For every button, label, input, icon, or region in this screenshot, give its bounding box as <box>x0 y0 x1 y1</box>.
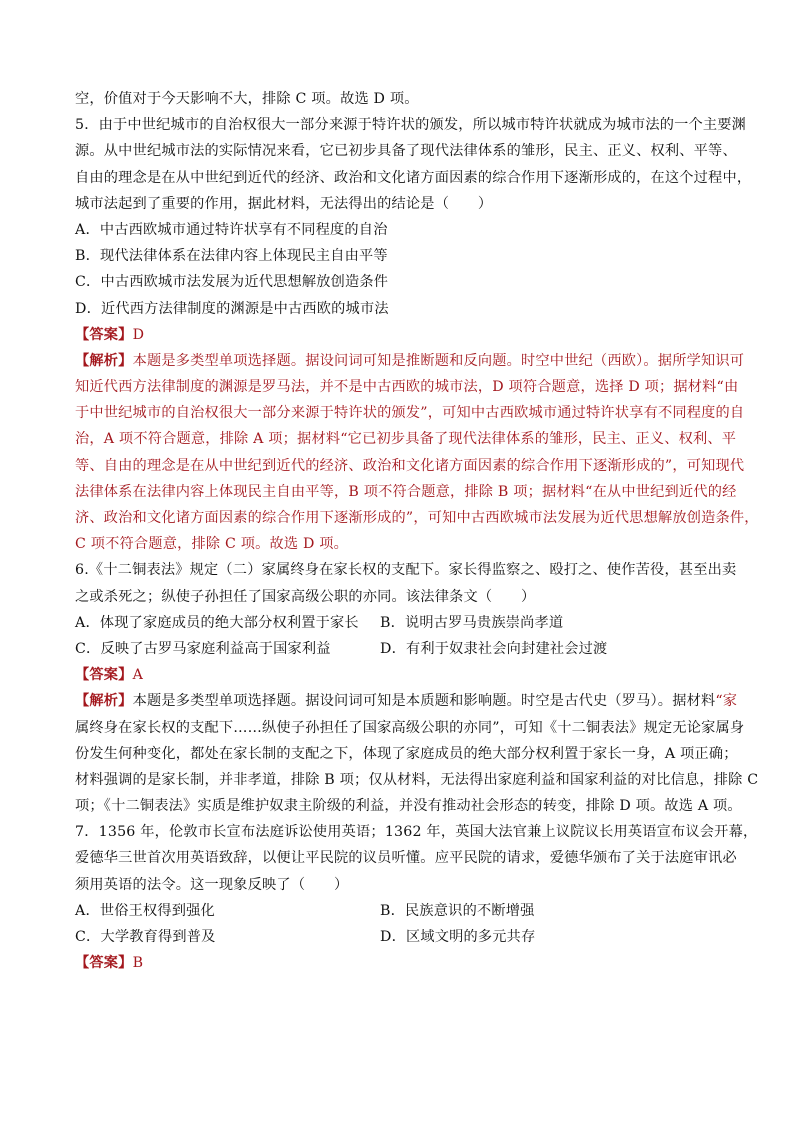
question-6 <box>75 557 759 819</box>
question-7-option-c: C．大学教育得到普及 <box>75 929 216 945</box>
question-5-analysis-line: 法律体系在法律内容上体现民主自由平等，B 项不符合题意，排除 B 项；据材料“在从中世纪到近代的经 <box>75 483 737 500</box>
analysis-quote-start: “家 <box>715 693 738 710</box>
question-6-option-d: D．有利于奴隶社会向封建社会过渡 <box>380 640 608 657</box>
question-6-options-row <box>75 636 727 662</box>
question-7-option-a: A．世俗王权得到强化 <box>75 902 215 919</box>
question-7-stem-line: 7．1356 年，伦敦市长宣布法庭诉讼使用英语；1362 年，英国大法官兼上议院议长用英语宣布议会开幕， <box>75 824 758 841</box>
question-6-options-row <box>75 610 727 636</box>
question-5-analysis-line: 知近代西方法律制度的渊源是罗马法，并不是中古西欧的城市法，D 项符合题意，选择 D 项；据材料“由 <box>75 379 739 396</box>
question-6-analysis-line: 份发生何种变化，都处在家长制的支配之下，体现了家庭成员的绝大部分权利置于家长一身，A 项正确； <box>75 745 738 762</box>
question-5-analysis-line <box>75 348 745 374</box>
question-5-stem-line: 源。从中世纪城市法的实际情况来看，它已初步具备了现代法律体系的雏形，民主、正义、权利、平等、 <box>75 143 737 160</box>
answer-value: D <box>132 326 145 343</box>
question-5-analysis-line: 治，A 项不符合题意，排除 A 项；据材料“它已初步具备了现代法律体系的雏形，民主、正义、权利、平 <box>75 431 737 448</box>
question-5-analysis-line: 于中世纪城市的自治权很大一部分来源于特许状的颁发”，可知中古西欧城市通过特许状享有不同程度的自 <box>75 405 745 422</box>
document-content <box>75 86 759 976</box>
question-5-analysis-line: 济、政治和文化诸方面因素的综合作用下逐渐形成的”，可知中古西欧城市法发展为近代思想解放创造条件， <box>75 510 759 526</box>
answer-value: B <box>132 955 144 972</box>
answer-label: 【答案】 <box>75 326 133 343</box>
question-6-option-b: B．说明古罗马贵族崇尚孝道 <box>380 614 564 631</box>
question-7-options-row <box>75 924 727 950</box>
question-5-answer <box>75 322 727 348</box>
answer-label: 【答案】 <box>75 955 133 972</box>
question-7-option-b: B．民族意识的不断增强 <box>380 902 535 919</box>
question-5-stem-line: 自由的理念是在从中世纪到近代的经济、政治和文化诸方面因素的综合作用下逐渐形成的，在这个过程中， <box>75 169 752 186</box>
question-6-option-c: C．反映了古罗马家庭利益高于国家利益 <box>75 640 331 657</box>
question-7-answer <box>75 950 727 976</box>
question-6-stem-line: 之或杀死之；纵使子孙担任了国家高级公职的亦同。该法律条文（ ） <box>75 588 536 605</box>
analysis-text: 本题是多类型单项选择题。据设问词可知是本质题和影响题。时空是古代史（罗马）。据材料 <box>132 693 716 710</box>
intro-line: 空，价值对于今天影响不大，排除 C 项。故选 D 项。 <box>75 91 419 107</box>
analysis-text: 本题是多类型单项选择题。据设问词可知是推断题和反向题。时空中世纪（西欧）。据所学知识可 <box>132 352 745 369</box>
question-6-analysis-line <box>75 688 738 714</box>
question-7-option-d: D．区域文明的多元共存 <box>380 929 536 945</box>
analysis-label: 【解析】 <box>75 352 133 369</box>
question-7-stem-line: 爱德华三世首次用英语致辞，以便让平民院的议员听懂。应平民院的请求，爱德华颁布了关于法庭审讯必 <box>75 850 737 867</box>
question-6-analysis-line: 项；《十二铜表法》实质是维护奴隶主阶级的利益，并没有推动社会形态的转变，排除 D 项。故选 A 项。 <box>75 798 742 815</box>
question-5 <box>75 112 759 557</box>
question-6-analysis-line: 属终身在家长权的支配下……纵使子孙担任了国家高级公职的亦同”，可知《十二铜表法》规定无论家属身 <box>75 719 745 736</box>
question-5-stem-line: 5．由于中世纪城市的自治权很大一部分来源于特许状的颁发，所以城市特许状就成为城市法的一个主要渊 <box>75 117 747 134</box>
question-7-options-row <box>75 898 727 924</box>
question-7 <box>75 819 758 976</box>
question-6-analysis-line: 材料强调的是家长制，并非孝道，排除 B 项；仅从材料，无法得出家庭利益和国家利益的对比信息，排除 C <box>75 771 759 788</box>
question-5-option-b: B．现代法律体系在法律内容上体现民主自由平等 <box>75 248 388 265</box>
question-5-analysis-line: C 项不符合题意，排除 C 项。故选 D 项。 <box>75 536 349 553</box>
question-5-option-c: C．中古西欧城市法发展为近代思想解放创造条件 <box>75 274 389 291</box>
answer-value: A <box>132 667 144 684</box>
question-5-option-a: A．中古西欧城市通过特许状享有不同程度的自治 <box>75 221 388 238</box>
question-6-answer <box>75 662 727 688</box>
question-5-analysis-line: 等、自由的理念是在从中世纪到近代的经济、政治和文化诸方面因素的综合作用下逐渐形成的”，可知现代 <box>75 457 745 474</box>
question-6-stem-line: 6.《十二铜表法》规定（二）家属终身在家长权的支配下。家长得监察之、殴打之、使作苦役，甚至出卖 <box>75 562 737 579</box>
question-7-stem-line: 须用英语的法令。这一现象反映了（ ） <box>75 876 349 893</box>
question-6-option-a: A．体现了家庭成员的绝大部分权利置于家长 <box>75 614 359 631</box>
question-5-option-d: D．近代西方法律制度的渊源是中古西欧的城市法 <box>75 300 389 317</box>
question-5-stem-line: 城市法起到了重要的作用，据此材料，无法得出的结论是（ ） <box>75 195 493 212</box>
analysis-label: 【解析】 <box>75 693 133 710</box>
answer-label: 【答案】 <box>75 667 133 684</box>
